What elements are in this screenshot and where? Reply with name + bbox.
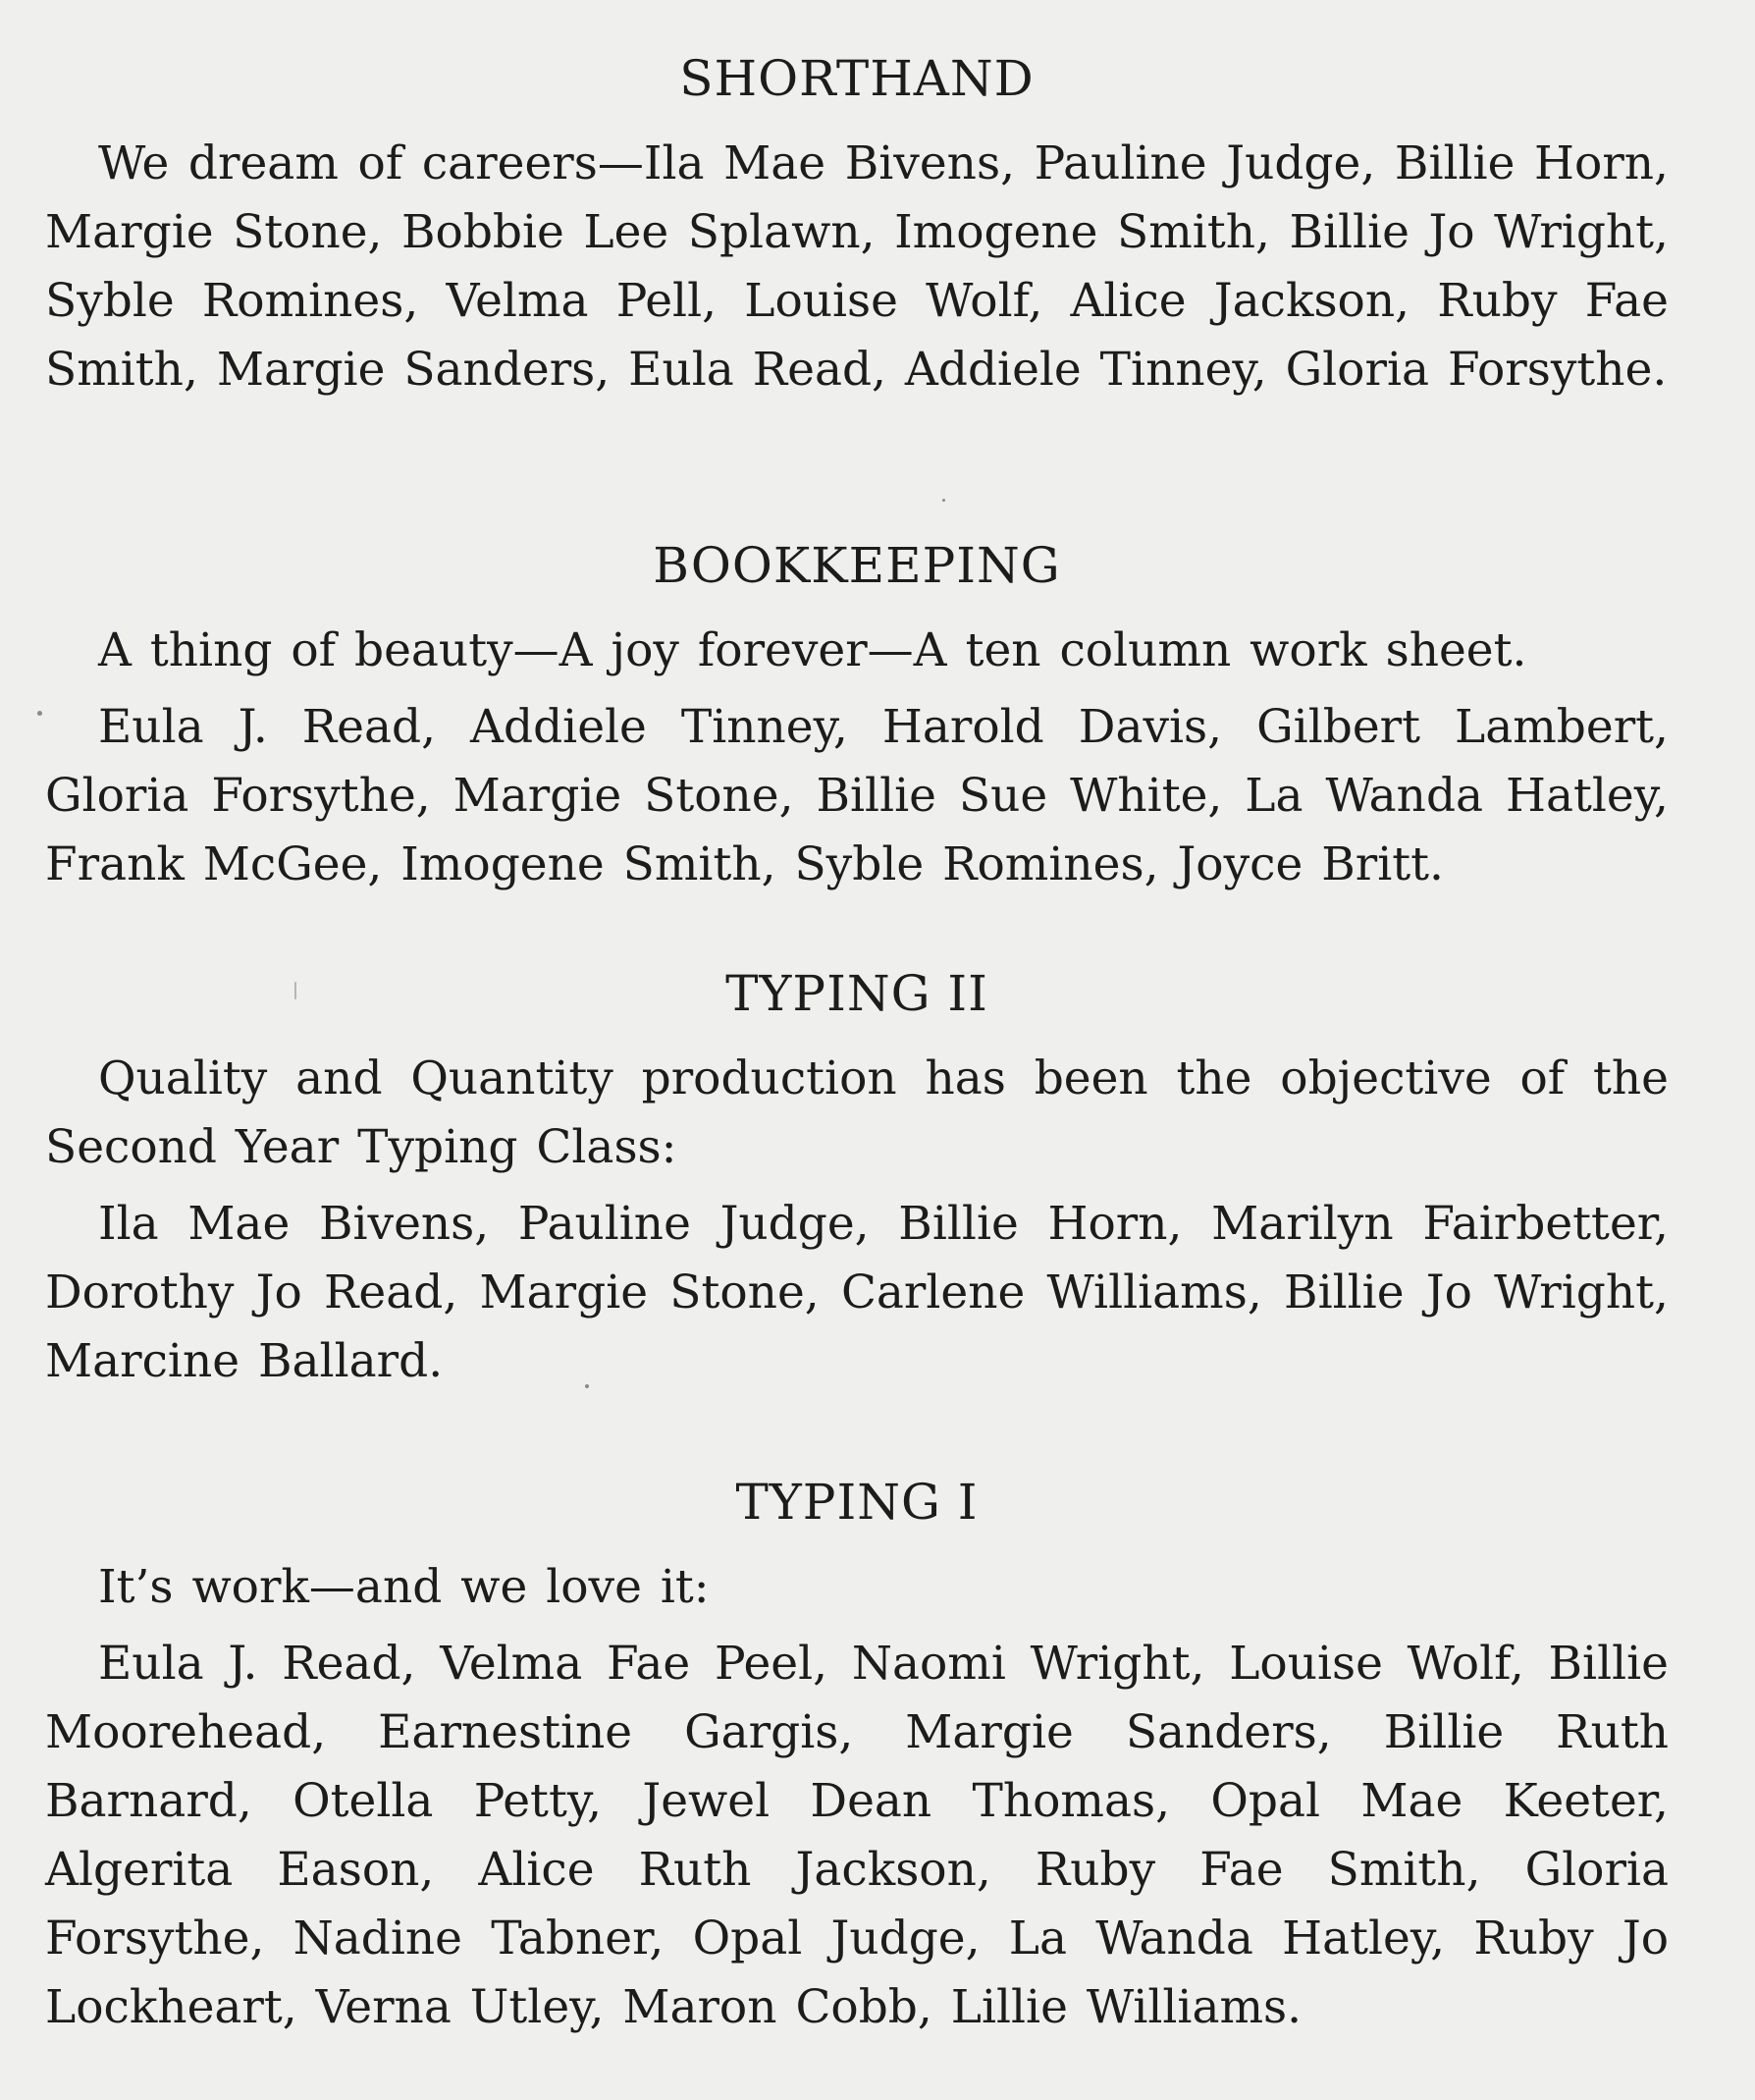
typing-ii-intro: Quality and Quantity production has been the objective of the Second Year Typing Class: bbox=[45, 1051, 1669, 1174]
section-bookkeeping bbox=[45, 536, 1669, 899]
section-shorthand bbox=[45, 49, 1669, 404]
bookkeeping-motto: A thing of beauty—A joy forever—A ten column work sheet. bbox=[98, 623, 1527, 677]
heading-typing-ii: TYPING II bbox=[725, 965, 988, 1022]
heading-shorthand: SHORTHAND bbox=[679, 50, 1035, 107]
section-typing-ii bbox=[45, 964, 1669, 1396]
typing-i-intro: It’s work—and we love it: bbox=[98, 1560, 710, 1614]
bookkeeping-names: Eula J. Read, Addiele Tinney, Harold Davis, Gilbert Lambert, Gloria Forsythe, Margie Stone, Billie Sue White, La Wanda Hatley, Frank McGee, Imogene Smith, Syble Romines, Joyce Britt. bbox=[45, 700, 1669, 891]
print-speck bbox=[942, 499, 945, 502]
typing-i-names: Eula J. Read, Velma Fae Peel, Naomi Wright, Louise Wolf, Billie Moorehead, Earnestine Gargis, Margie Sanders, Billie Ruth Barnard, Otella Petty, Jewel Dean Thomas, Opal Mae Keeter, Algerita Eason, Alice Ruth Jackson, Ruby Fae Smith, Gloria Forsythe, Nadine Tabner, Opal Judge, La Wanda Hatley, Ruby Jo Lockheart, Verna Utley, Maron Cobb, Lillie Williams. bbox=[45, 1637, 1669, 2034]
heading-typing-i: TYPING I bbox=[735, 1474, 979, 1531]
heading-bookkeeping: BOOKKEEPING bbox=[653, 537, 1061, 594]
print-speck bbox=[37, 711, 42, 716]
section-typing-i bbox=[45, 1473, 1669, 2042]
print-speck bbox=[585, 1384, 589, 1388]
print-scratch bbox=[294, 982, 296, 999]
typing-ii-names: Ila Mae Bivens, Pauline Judge, Billie Horn, Marilyn Fairbetter, Dorothy Jo Read, Margie Stone, Carlene Williams, Billie Jo Wright, Marcine Ballard. bbox=[45, 1197, 1669, 1388]
shorthand-text: We dream of careers—Ila Mae Bivens, Pauline Judge, Billie Horn, Margie Stone, Bobbie Lee Splawn, Imogene Smith, Billie Jo Wright, Syble Romines, Velma Pell, Louise Wolf, Alice Jackson, Ruby Fae Smith, Margie Sanders, Eula Read, Addiele Tinney, Gloria Forsythe. bbox=[45, 136, 1669, 397]
